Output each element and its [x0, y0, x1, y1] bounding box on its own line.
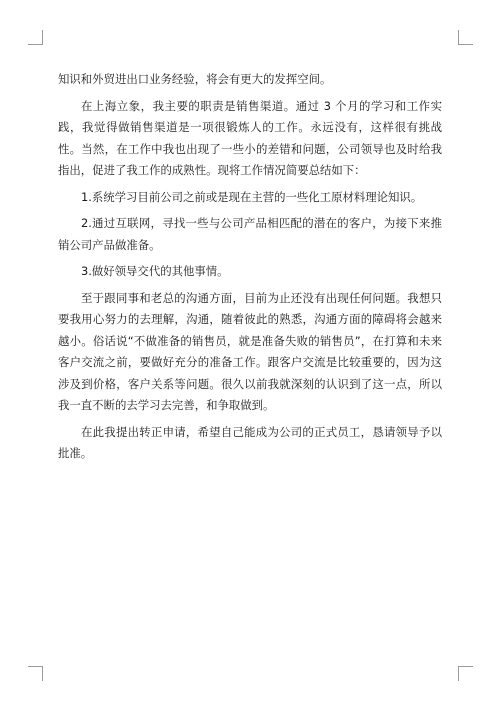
crop-mark-bottom-left — [28, 666, 43, 681]
paragraph-communication: 至于跟同事和老总的沟通方面，目前为止还没有出现任何问题。我想只要我用心努力的去理解，沟通，随着彼此的熟悉，沟通方面的障碍将会越来越小。俗话说“不做准备的销售员，就是准备失败的销售员”，在打算和未来客户交流之前，要做好充分的准备工作。跟客户交流是比较重要的，因为这涉及到价格，客户关系等问题。很久以前我就深刻的认识到了这一点，所以我一直不断的去学习去完善，和争取做到。 — [58, 290, 442, 412]
paragraph-responsibilities: 在上海立象，我主要的职责是销售渠道。通过 3 个月的学习和工作实践，我觉得做销售渠道是一项很锻炼人的工作。永远没有，这样很有挑战性。当然，在工作中我也出现了一些小的差错和问题，公司领导也及时给我指出，促进了我工作的成熟性。现将工作情况简要总结如下： — [58, 98, 442, 177]
document-body — [58, 69, 442, 470]
crop-mark-top-left — [28, 30, 43, 45]
list-item-3: 3.做好领导交代的其他事情。 — [81, 264, 229, 278]
crop-mark-bottom-right — [458, 666, 473, 681]
list-item-1: 1.系统学习目前公司之前或是现在主营的一些化工原材料理论知识。 — [81, 189, 423, 204]
list-item-2: 2.通过互联网，寻找一些与公司产品相匹配的潜在的客户，为接下来推销公司产品做准备。 — [58, 216, 442, 252]
paragraph-application: 在此我提出转正申请，希望自己能成为公司的正式员工，恳请领导予以批准。 — [58, 424, 442, 460]
crop-mark-top-right — [458, 30, 473, 45]
paragraph-continuation: 知识和外贸进出口业务经验，将会有更大的发挥空间。 — [58, 72, 332, 86]
